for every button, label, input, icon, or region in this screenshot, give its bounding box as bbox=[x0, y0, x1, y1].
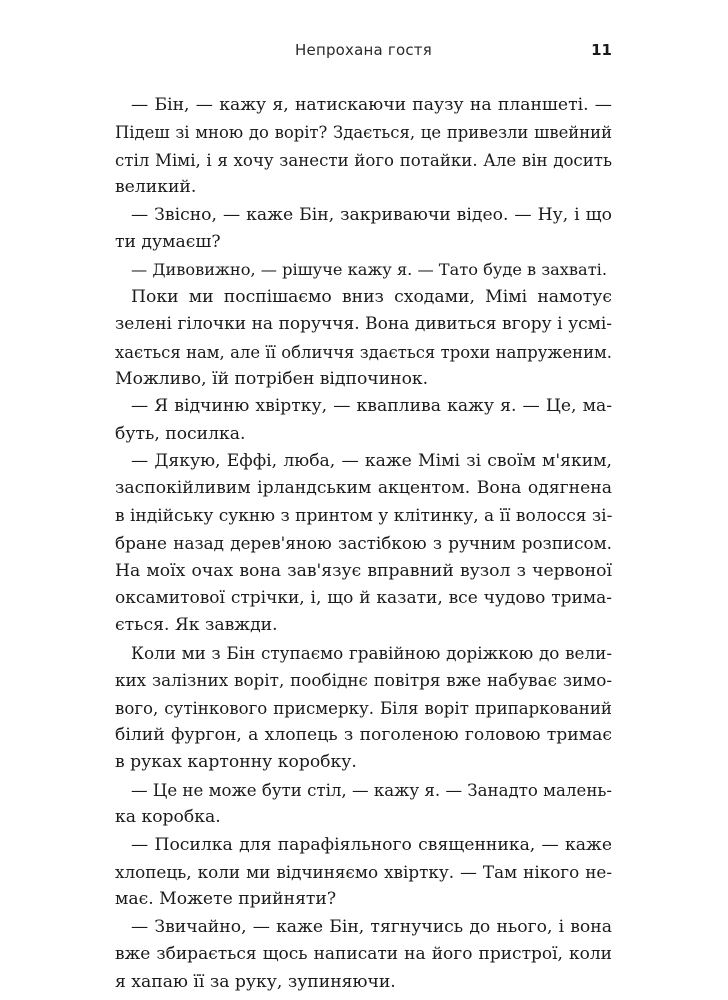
text-line: зелені гілочки на поруччя. Вона дивиться вгору і усмі- bbox=[115, 314, 612, 335]
text-line: оксамитової стрічки, і, що й казати, все чудово трима- bbox=[115, 588, 612, 609]
text-line: вже збирається щось написати на його пристрої, коли bbox=[115, 944, 612, 965]
text-line: хається нам, але її обличчя здається трохи напруженим. bbox=[115, 342, 612, 362]
text-line: Коли ми з Бін ступаємо гравійною доріжкою до вели- bbox=[131, 642, 612, 663]
text-line: — Звичайно, — каже Бін, тягнучись до нього, і вона bbox=[131, 916, 612, 937]
text-line: — Це не може бути стіл, — кажу я. — Занадто малень- bbox=[131, 780, 612, 800]
text-line: ється. Як завжди. bbox=[115, 615, 278, 636]
text-line: — Дякую, Еффі, люба, — каже Мімі зі своїм м'яким, bbox=[131, 451, 612, 472]
text-line: — Бін, — кажу я, натискаючи паузу на планшеті. — bbox=[131, 95, 612, 115]
text-line: бране назад дерев'яною застібкою з ручним розписом. bbox=[115, 533, 612, 554]
text-line: стіл Мімі, і я хочу занести його потайки. Але він досить bbox=[115, 150, 612, 170]
text-line: Поки ми поспішаємо вниз сходами, Мімі намотує bbox=[131, 286, 612, 307]
text-line: вого, сутінкового присмерку. Біля воріт припаркований bbox=[115, 698, 612, 718]
text-body bbox=[115, 92, 612, 996]
text-line: — Дивовижно, — рішуче кажу я. — Тато буде в захваті. bbox=[131, 260, 607, 280]
running-title: Непрохана гостя bbox=[295, 41, 432, 59]
running-head bbox=[115, 41, 612, 63]
text-line: заспокійливим ірландським акцентом. Вона одягнена bbox=[115, 478, 612, 499]
text-line: — Я відчиню хвіртку, — кваплива кажу я. — Це, ма- bbox=[131, 396, 612, 417]
text-line: — Звісно, — каже Бін, закриваючи відео. — Ну, і що bbox=[131, 204, 612, 225]
text-line: Можливо, їй потрібен відпочинок. bbox=[115, 368, 429, 389]
text-line: в індійську сукню з принтом у клітинку, а її волосся зі- bbox=[115, 505, 612, 526]
text-line: — Посилка для парафіяльного священника, — каже bbox=[131, 834, 612, 855]
text-line: я хапаю її за руку, зупиняючи. bbox=[115, 971, 396, 992]
text-line: буть, посилка. bbox=[115, 423, 246, 444]
text-line: хлопець, коли ми відчиняємо хвіртку. — Там нікого не- bbox=[115, 861, 612, 882]
text-line: великий. bbox=[115, 177, 197, 198]
text-line: ти думаєш? bbox=[115, 231, 221, 252]
text-line: Підеш зі мною до воріт? Здається, це привезли швейний bbox=[115, 123, 612, 143]
text-line: в руках картонну коробку. bbox=[115, 752, 357, 773]
text-line: білий фургон, а хлопець з поголеною головою тримає bbox=[115, 724, 612, 745]
page-number: 11 bbox=[591, 41, 612, 59]
text-line: ких залізних воріт, пообіднє повітря вже набуває зимо- bbox=[115, 670, 612, 691]
text-line: На моїх очах вона зав'язує вправний вузол з червоної bbox=[115, 560, 612, 581]
text-line: має. Можете прийняти? bbox=[115, 889, 337, 910]
text-line: ка коробка. bbox=[115, 807, 221, 828]
